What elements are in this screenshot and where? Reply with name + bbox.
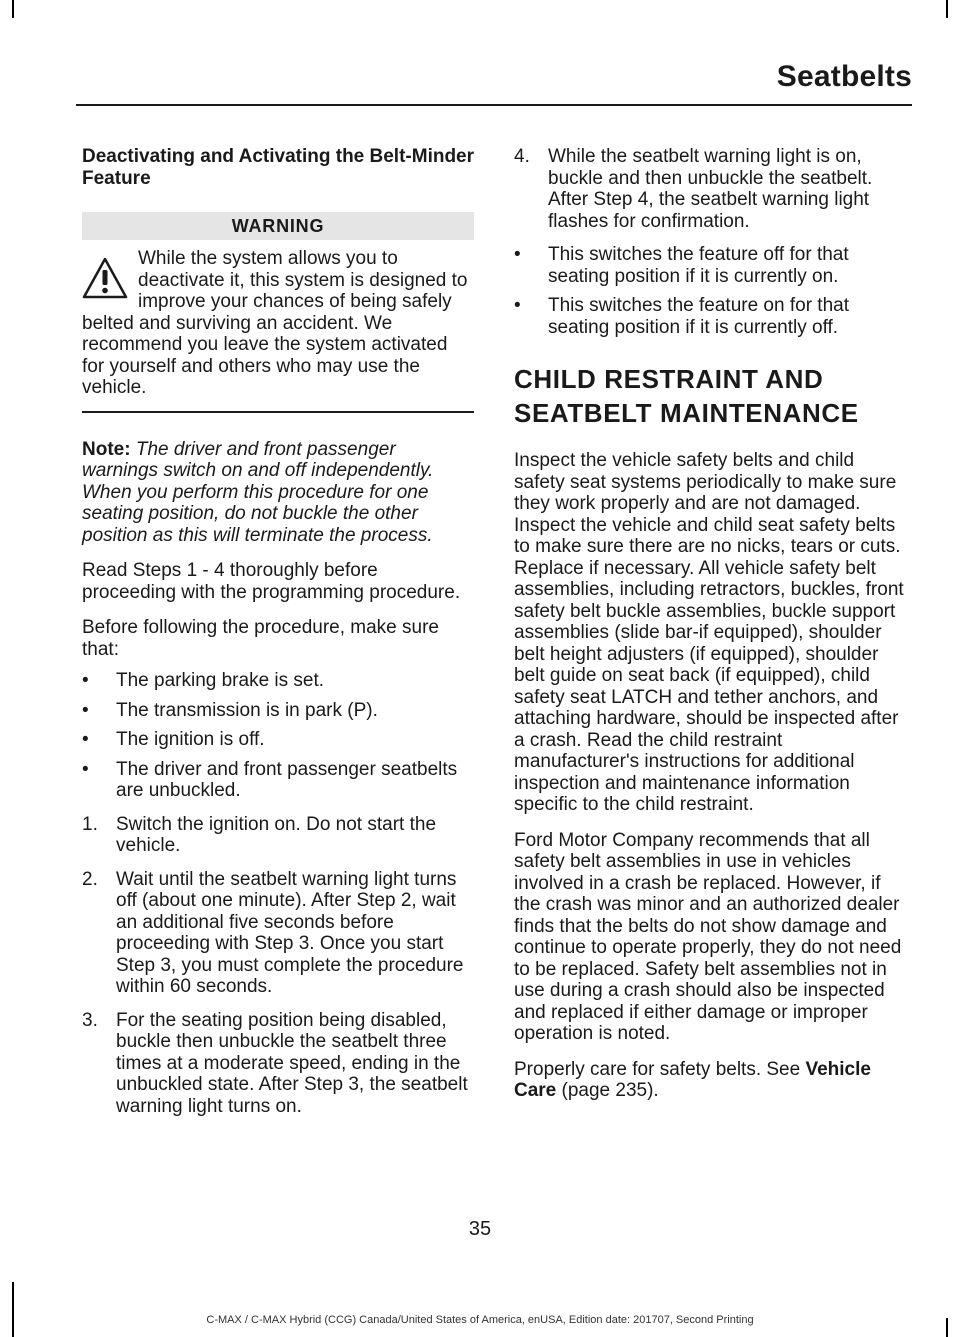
warning-triangle-icon: [82, 256, 128, 300]
list-item: • This switches the feature on for that seating position if it is currently off.: [514, 295, 849, 338]
header-divider: [76, 104, 912, 106]
step-item: 2. Wait until the seatbelt warning light turns off (about one minute). After Step 2, wait an additional five seconds before proceeding with Step 3. Once you start Step 3, you must complete the procedure within 60 seconds.: [82, 868, 464, 997]
list-item: • The parking brake is set.: [82, 670, 325, 691]
paragraph-inspect: Inspect the vehicle safety belts and child safety seat systems periodically to make sure they work properly and are not damaged. Inspect the vehicle and child seat safety belts to make sure there are no nicks, tears or cuts. Replace if necessary. All vehicle safety belt assemblies, including retractors, buckles, front safety belt buckle assemblies, buckle support assemblies (slide bar-if equipped), shoulder belt height adjusters (if equipped), shoulder belt guide on seat back (if equipped), child safety seat LATCH and tether anchors, and attaching hardware, should be inspected after a crash. Read the child restraint manufacturer's instructions for additional inspection and maintenance information specific to the child restraint.: [514, 450, 904, 815]
paragraph-read-steps: Read Steps 1 - 4 thoroughly before proceeding with the programming procedure.: [82, 560, 461, 603]
warning-box: [82, 248, 474, 413]
crop-mark-top-right: [946, 0, 948, 18]
left-column: [82, 146, 474, 1129]
step-item: 4. While the seatbelt warning light is on, buckle and then unbuckle the seatbelt. After Step 4, the seatbelt warning light flashes for confirmation.: [514, 146, 873, 232]
crop-mark-top-left: [12, 0, 14, 18]
footer-edition: C-MAX / C-MAX Hybrid (CCG) Canada/United States of America, enUSA, Edition date: 201707, Second Printing: [206, 1314, 754, 1326]
list-item: • The transmission is in park (P).: [82, 699, 378, 721]
note-text: The driver and front passenger warnings switch on and off independently. When you perform this procedure for one seating position, do not buckle the other position as this will terminate the process.: [82, 438, 434, 546]
list-item: • This switches the feature off for that seating position if it is currently on.: [514, 244, 849, 287]
right-column: [514, 146, 909, 1116]
step-item: 3. For the seating position being disabled, buckle then unbuckle the seatbelt three times at a moderate speed, ending in the unbuckled state. After Step 3, the seatbelt warning light turns on.: [82, 1009, 468, 1117]
page-title: Seatbelts: [776, 60, 912, 93]
section-heading-belt-minder: Deactivating and Activating the Belt-Minder Feature: [82, 146, 475, 189]
vehicle-care-link[interactable]: Vehicle Care: [514, 1058, 871, 1101]
warning-text: While the system allows you to deactivate it, this system is designed to improve your chances of being safely belted and surviving an accident. We recommend you leave the system activated for yourself and others who may use the vehicle.: [82, 248, 468, 398]
note-paragraph: [82, 439, 474, 547]
paragraph-ford-recommends: Ford Motor Company recommends that all safety belt assemblies in use in vehicles involved in a crash be replaced. However, if the crash was minor and an authorized dealer finds that the belts do not show damage and continue to operate properly, they do not need to be replaced. Safety belt assemblies not in use during a crash should also be inspected and replaced if either damage or improper operation is noted.: [514, 829, 902, 1044]
section-heading-child-restraint: CHILD RESTRAINT AND SEATBELT MAINTENANCE: [514, 364, 859, 428]
step-item: 1. Switch the ignition on. Do not start the vehicle.: [82, 813, 437, 856]
note-label: Note:: [82, 438, 131, 460]
warning-label: WARNING: [82, 212, 474, 240]
paragraph-before-procedure: Before following the procedure, make sure that:: [82, 617, 439, 660]
crop-mark-bottom-left: [12, 1282, 14, 1337]
paragraph-care: Properly care for safety belts. See Vehicle Care (page 235).: [514, 1058, 871, 1101]
list-item: • The ignition is off.: [82, 729, 265, 750]
page-number: 35: [468, 1218, 492, 1240]
list-item: • The driver and front passenger seatbelts are unbuckled.: [82, 758, 458, 801]
